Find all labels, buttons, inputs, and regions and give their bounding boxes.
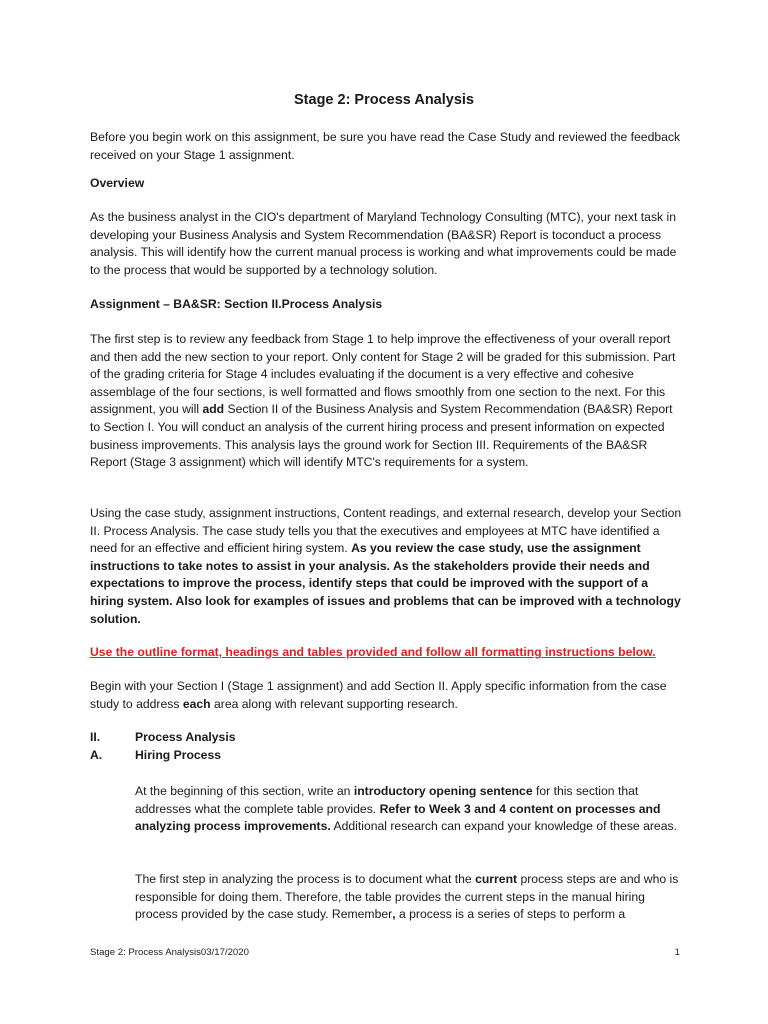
hiring-p2-comma: , bbox=[392, 907, 396, 922]
assignment-p1-text-b: Section II of the Business Analysis and System Recommendation (BA&SR) Report to Section I. You will conduct an analysis of the current hiring process and present information on expected business improvements. This analysis lays the ground work for Section III. Requirements of the BA&SR Report (Stage 3 assignment) which will identify MTC's requirements for a system. bbox=[90, 402, 673, 470]
begin-bold: each bbox=[182, 696, 211, 711]
outline-number: II. bbox=[90, 730, 101, 744]
hiring-p1-bold-1: introductory opening sentence bbox=[353, 784, 533, 798]
outline-item-process-analysis bbox=[90, 729, 236, 747]
overview-heading: Overview bbox=[90, 176, 145, 190]
assignment-p1-bold: add bbox=[202, 402, 225, 417]
outline-label: Process Analysis bbox=[135, 730, 236, 744]
page-number: 1 bbox=[674, 947, 680, 958]
assignment-paragraph-2 bbox=[90, 505, 682, 628]
intro-paragraph: Before you begin work on this assignment, be sure you have read the Case Study and reviewed the feedback received on your Stage 1 assignment. bbox=[90, 130, 681, 162]
hiring-p2-text-c: a process is a series of steps to perform a bbox=[395, 907, 626, 922]
hiring-p1-text-b: for this section that addresses what the complete table provides. bbox=[135, 784, 639, 816]
outline-item-hiring-process bbox=[90, 747, 221, 765]
formatting-instruction: Use the outline format, headings and tables provided and follow all formatting instructions below. bbox=[90, 645, 656, 659]
outline-number: A. bbox=[90, 748, 103, 762]
assignment-p2-bold: As you review the case study, use the assignment instructions to take notes to assist in your analysis. As the stakeholders provide their needs and expectations to improve the process, identify steps that could be improved with the support of a hiring system. Also look for examples of issues and problems that can be improved with a technology solution. bbox=[90, 541, 681, 626]
assignment-paragraph-1 bbox=[90, 331, 682, 472]
hiring-p1-text-c: Additional research can expand your knowledge of these areas. bbox=[330, 819, 677, 834]
outline-label: Hiring Process bbox=[135, 748, 222, 762]
assignment-p2-text-a: Using the case study, assignment instructions, Content readings, and external research, develop your Section II. Process Analysis. The case study tells you that the executives and employees at MTC have identified a need for an effective and efficient hiring system. bbox=[90, 506, 682, 556]
begin-paragraph bbox=[90, 678, 682, 713]
hiring-paragraph-1 bbox=[135, 783, 680, 836]
hiring-p2-text-a: The first step in analyzing the process is to document what the bbox=[135, 872, 476, 886]
hiring-p2-bold: current bbox=[475, 872, 518, 886]
hiring-p1-text-a: At the beginning of this section, write an bbox=[135, 784, 354, 798]
assignment-heading: Assignment – BA&SR: Section II.Process Analysis bbox=[90, 297, 383, 311]
overview-paragraph: As the business analyst in the CIO's department of Maryland Technology Consulting (MTC), your next task in developing your Business Analysis and System Recommendation (BA&SR) Report is toconduct a process analysis. This will identify how the current manual process is working and what improvements could be made to the process that would be supported by a technology solution. bbox=[90, 210, 677, 277]
hiring-p2-text-b: process steps are and who is responsible for doing them. Therefore, the table provides the current steps in the manual hiring process provided by the case study. Remember bbox=[135, 872, 679, 922]
hiring-paragraph-2 bbox=[135, 871, 680, 924]
footer-text: Stage 2: Process Analysis03/17/2020 bbox=[90, 947, 249, 958]
begin-text-a: Begin with your Section I (Stage 1 assignment) and add Section II. Apply specific information from the case study to address bbox=[90, 679, 667, 711]
page-title: Stage 2: Process Analysis bbox=[294, 92, 474, 108]
assignment-p1-text-a: The first step is to review any feedback from Stage 1 to help improve the effectiveness of your overall report and then add the new section to your report. Only content for Stage 2 will be graded for this submission. Part of the grading criteria for Stage 4 includes evaluating if the document is a very effective and cohesive assemblage of the four sections, is well formatted and flows smoothly from one section to the next. For this assignment, you will bbox=[90, 332, 676, 417]
begin-text-b: area along with relevant supporting research. bbox=[210, 696, 458, 711]
hiring-p1-bold-2: Refer to Week 3 and 4 content on processes and analyzing process improvements. bbox=[135, 801, 661, 834]
